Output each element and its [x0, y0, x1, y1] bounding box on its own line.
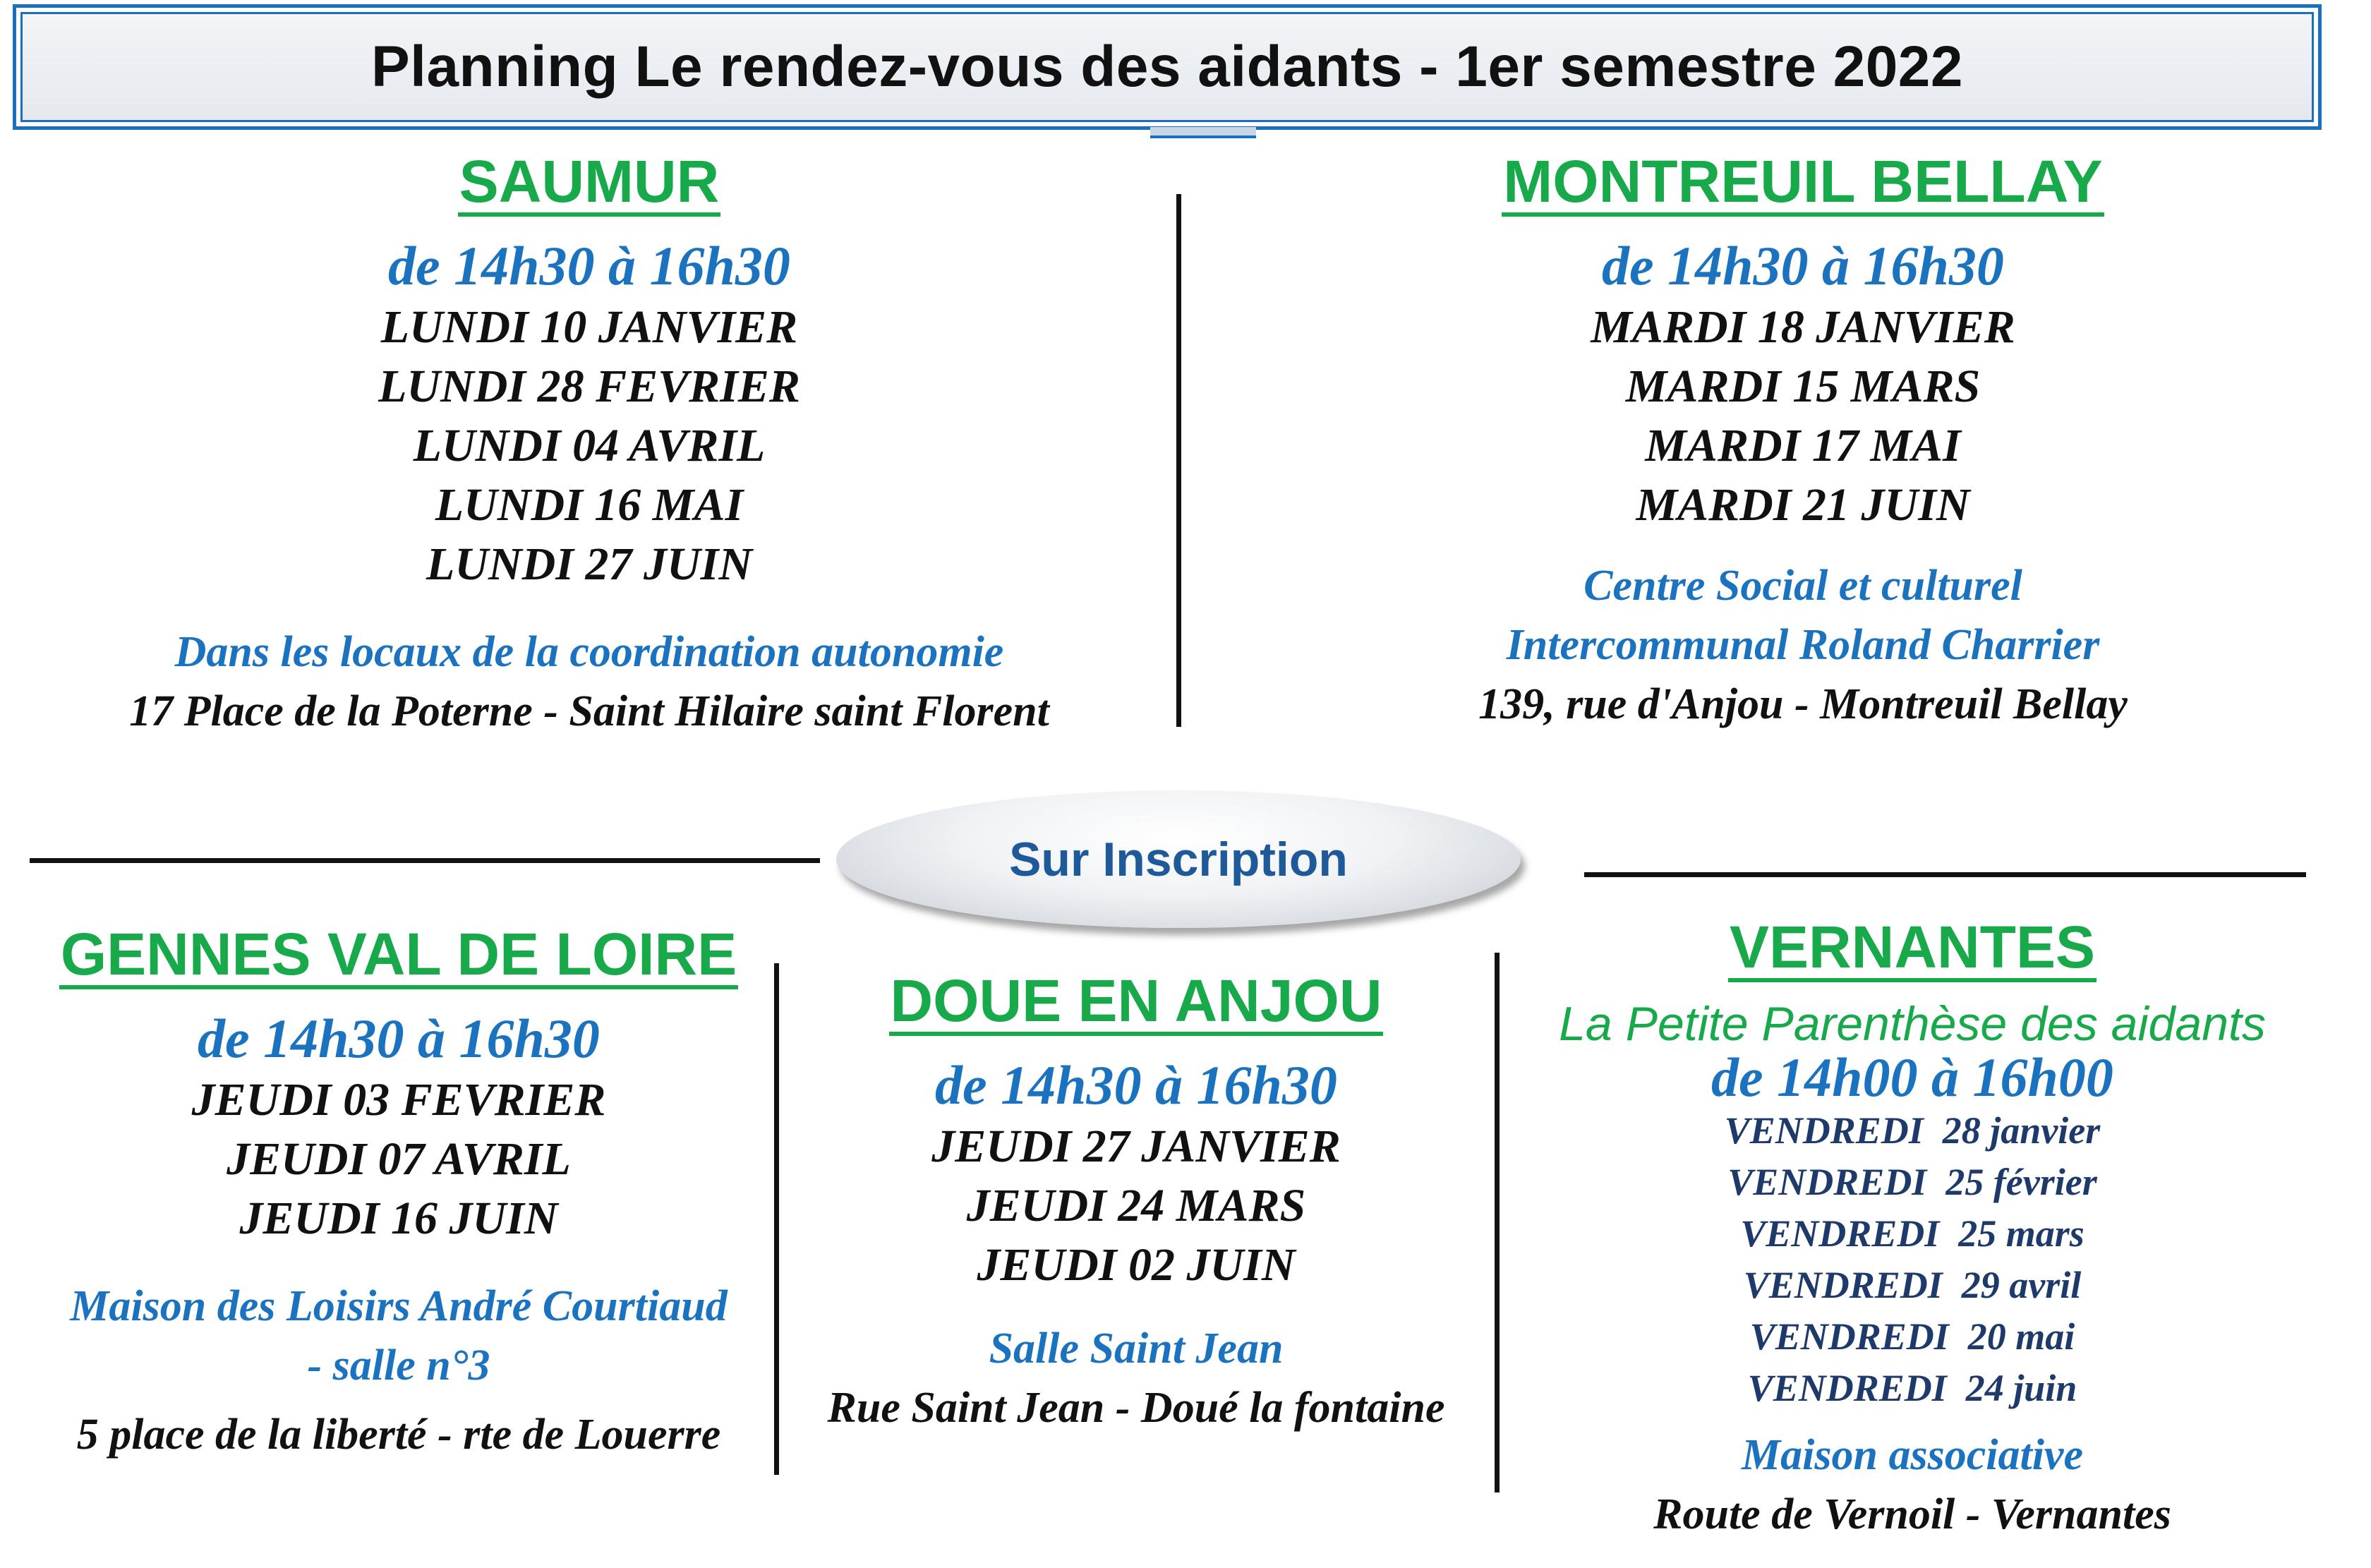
vernantes-date: VENDREDI 24 juin: [1747, 1367, 2077, 1410]
vernantes-date: VENDREDI 25 février: [1727, 1161, 2097, 1204]
doue-venue: Salle Saint Jean: [989, 1325, 1284, 1373]
banner-tab-decoration: [1150, 127, 1256, 138]
saumur-date: LUNDI 28 FEVRIER: [378, 361, 800, 413]
montreuil-date: MARDI 18 JANVIER: [1591, 301, 2015, 354]
title-banner: [13, 4, 2322, 130]
inscription-badge: [836, 790, 1521, 928]
gennes-address: 5 place de la liberté - rte de Louerre: [76, 1411, 721, 1459]
gennes-time: de 14h30 à 16h30: [198, 1007, 600, 1069]
montreuil-time: de 14h30 à 16h30: [1602, 234, 2004, 296]
saumur-section: [42, 148, 1136, 741]
doue-date-list: [790, 1117, 1482, 1295]
doue-date: JEUDI 02 JUIN: [977, 1239, 1296, 1291]
inscription-label: Sur Inscription: [1009, 832, 1348, 886]
saumur-date-list: [42, 298, 1136, 594]
divider-horizontal-left: [30, 858, 820, 863]
divider-horizontal-right: [1584, 872, 2306, 877]
montreuil-section: [1256, 148, 2350, 734]
gennes-venue-line1: Maison des Loisirs André Courtiaud: [70, 1282, 728, 1331]
vernantes-date: VENDREDI 20 mai: [1749, 1315, 2075, 1358]
saumur-date: LUNDI 04 AVRIL: [413, 420, 766, 472]
vernantes-date: VENDREDI 29 avril: [1743, 1264, 2082, 1307]
vernantes-subtitle: La Petite Parenthèse des aidants: [1559, 996, 2266, 1051]
montreuil-date: MARDI 17 MAI: [1645, 420, 1961, 472]
gennes-date: JEUDI 03 FEVRIER: [191, 1074, 606, 1126]
gennes-venue-line2: - salle n°3: [307, 1341, 490, 1390]
saumur-address: 17 Place de la Poterne - Saint Hilaire saint Florent: [129, 687, 1049, 736]
vernantes-date: VENDREDI 28 janvier: [1724, 1109, 2101, 1152]
saumur-date: LUNDI 10 JANVIER: [380, 301, 798, 354]
montreuil-date: MARDI 21 JUIN: [1636, 479, 1970, 531]
divider-vertical-top: [1176, 194, 1181, 727]
vernantes-time: de 14h00 à 16h00: [1711, 1047, 2113, 1109]
vernantes-city-heading: VERNANTES: [1728, 917, 2097, 982]
divider-vertical-bottom-right: [1495, 953, 1500, 1492]
montreuil-venue-line1: Centre Social et culturel: [1583, 562, 2022, 610]
vernantes-date: VENDREDI 25 mars: [1740, 1212, 2085, 1255]
vernantes-section: [1507, 914, 2318, 1544]
gennes-date: JEUDI 16 JUIN: [239, 1193, 558, 1245]
saumur-date: LUNDI 27 JUIN: [426, 538, 752, 591]
vernantes-date-list: [1507, 1105, 2318, 1414]
saumur-time: de 14h30 à 16h30: [388, 234, 790, 296]
doue-address: Rue Saint Jean - Doué la fontaine: [827, 1384, 1445, 1433]
vernantes-venue: Maison associative: [1742, 1431, 2083, 1480]
page-title: Planning Le rendez-vous des aidants - 1er semestre 2022: [370, 35, 1964, 99]
montreuil-city-heading: MONTREUIL BELLAY: [1502, 152, 2104, 217]
vernantes-address: Route de Vernoil - Vernantes: [1653, 1490, 2171, 1539]
divider-vertical-bottom-left: [774, 963, 779, 1475]
gennes-section: [21, 921, 776, 1464]
doue-date: JEUDI 27 JANVIER: [931, 1121, 1341, 1173]
doue-time: de 14h30 à 16h30: [935, 1054, 1337, 1116]
gennes-date: JEUDI 07 AVRIL: [227, 1133, 571, 1186]
gennes-city-heading: GENNES VAL DE LOIRE: [59, 924, 738, 989]
doue-date: JEUDI 24 MARS: [966, 1180, 1306, 1232]
saumur-date: LUNDI 16 MAI: [435, 479, 744, 531]
doue-section: [790, 967, 1482, 1437]
montreuil-date-list: [1256, 298, 2350, 535]
saumur-venue: Dans les locaux de la coordination autonomie: [174, 628, 1004, 677]
saumur-city-heading: SAUMUR: [458, 152, 721, 217]
gennes-date-list: [21, 1071, 776, 1248]
montreuil-date: MARDI 15 MARS: [1625, 361, 1981, 413]
doue-city-heading: DOUE EN ANJOU: [889, 971, 1384, 1036]
montreuil-address: 139, rue d'Anjou - Montreuil Bellay: [1478, 680, 2128, 729]
montreuil-venue-line2: Intercommunal Roland Charrier: [1506, 621, 2100, 670]
